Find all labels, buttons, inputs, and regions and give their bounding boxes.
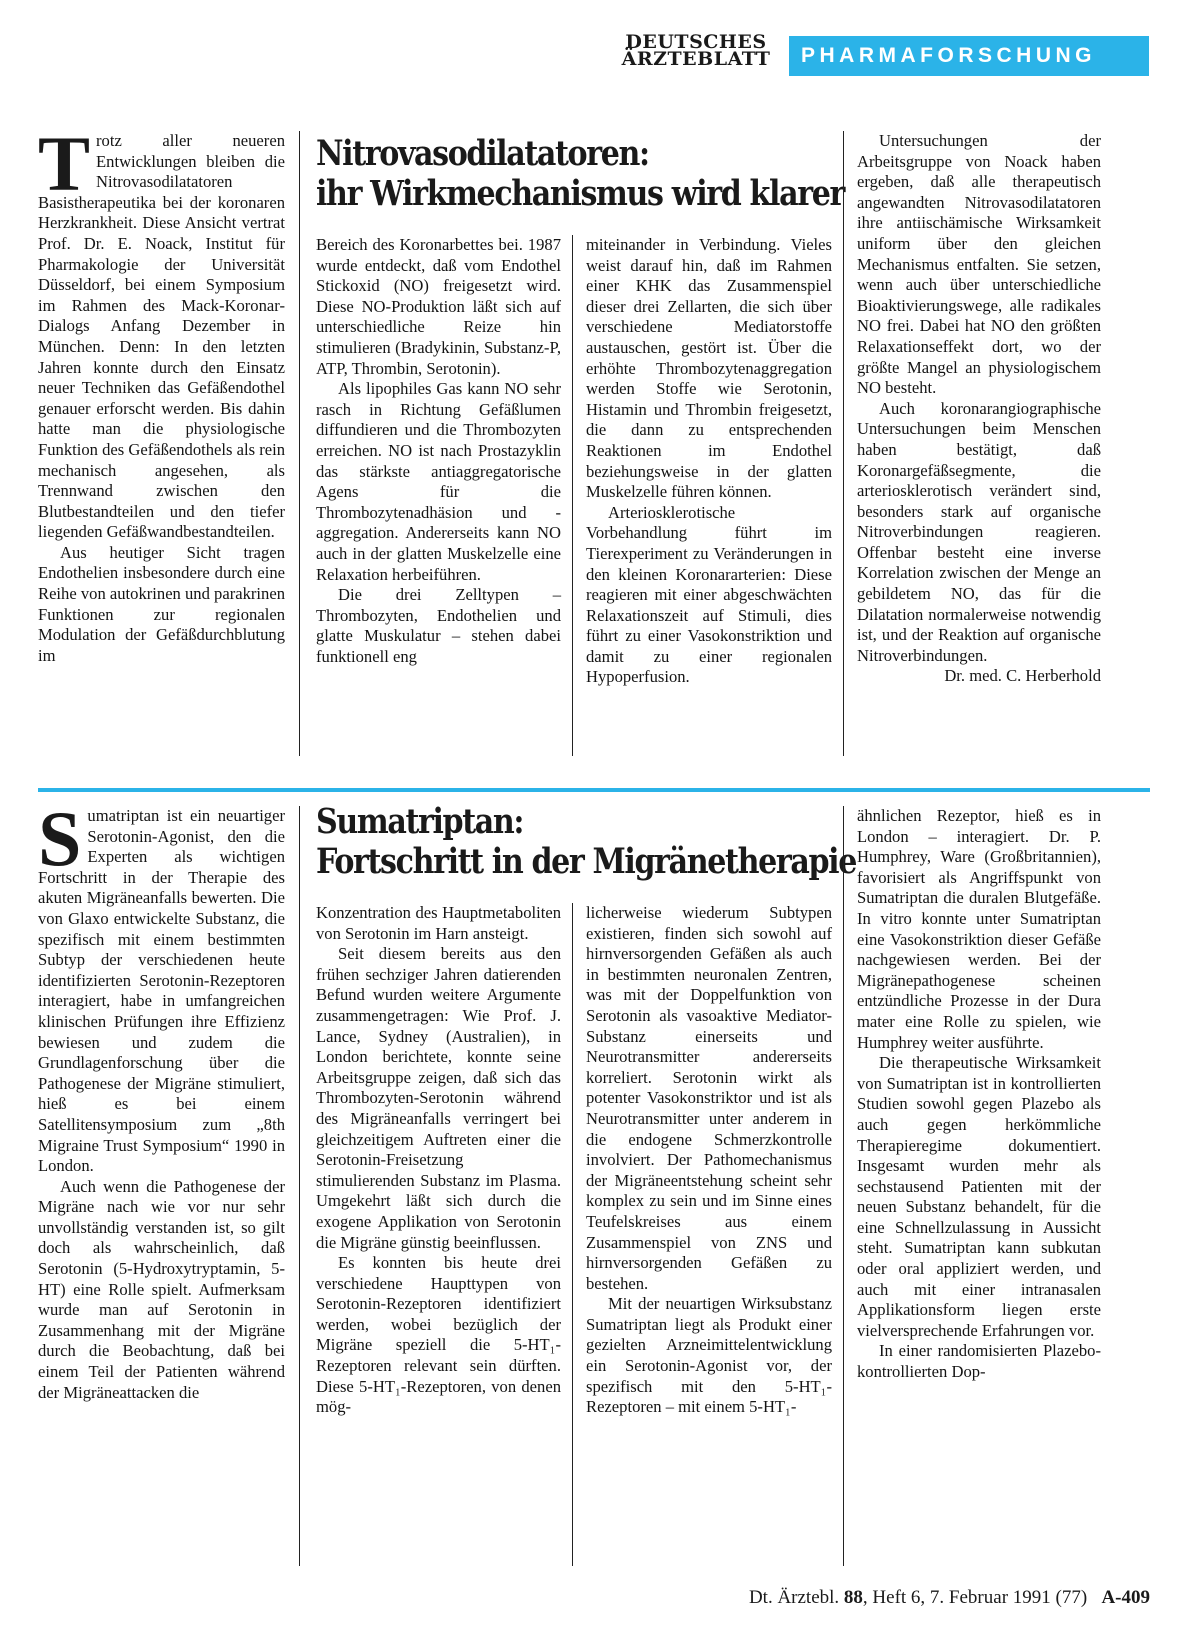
journal-logo (611, 31, 781, 70)
article2-paragraph: ähnlichen Rezeptor, hieß es in London – interagiert. Dr. P. Humphrey, Ware (Großbritannien), favorisiert als Angriffspunkt von Sumatriptan die duralen Blutgefäße. In vitro konnte unter Sumatriptan eine Vasokonstriktion dieser Gefäße nachgewiesen werden. Bei der Migränepathogenese scheinen entzündliche Prozesse in der Dura mater eine Rolle zu spielen, wie Humphrey weiter ausführte. (857, 806, 1101, 1052)
article2-paragraph: licherweise wiederum Subtypen existieren, finden sich sowohl auf hirnversorgenden Gefäßen als auch in bestimmten neuronalen Zentren, was mit der Doppelfunktion von Serotonin als vasoaktive Mediator-Substanz einerseits und Neurotransmitter andererseits korreliert. Serotonin wirkt als potenter Vasokonstriktor und ist als Neurotransmitter unter anderem in die endogene Schmerzkontrolle involviert. Der Pathomechanismus der Migräneentstehung scheint sehr komplex zu sein und im Sinne eines Teufelskreises aus einem Zusammenspiel von ZNS und hirnversorgenden Gefäßen zu bestehen. (586, 903, 832, 1293)
article2-paragraph: Auch wenn die Pathogenese der Migräne nach wie vor nur sehr unvollständig verstanden ist, so gilt doch als wahrscheinlich, daß Serotonin (5-Hydroxytryptamin, 5-HT) eine Rolle spielt. Aufmerksam wurde man auf Serotonin in Zusammenhang mit der Migräne durch die Beobachtung, daß bei einem Teil der Patienten während der Migräneattacken die (38, 1176, 285, 1402)
article2-title (316, 802, 944, 882)
article1-title-line-2: ihr Wirkmechanismus wird klarer (316, 173, 844, 214)
article1-paragraph: Als lipophiles Gas kann NO sehr rasch in Richtung Gefäßlumen diffundieren und die Thrombozyten erreichen. NO ist nach Prostazyklin das stärkste antiaggregatorische Agens für die Thrombozytenadhäsion und -aggregation. Andererseits kann NO auch in der glatten Muskelzelle eine Relaxation herbeiführen. (316, 379, 561, 584)
article1-paragraph: miteinander in Verbindung. Vieles weist darauf hin, daß im Rahmen einer KHK das Zusammenspiel dieser drei Zellarten, die sich über verschiedene Mediatorstoffe austauschen, gestört ist. Über die erhöhte Thrombozytenaggregation werden Stoffe wie Serotonin, Histamin und Thrombin freigesetzt, die dann zu entsprechenden Reaktionen im Endothel beziehungsweise in der glatten Muskelzelle führen können. (586, 235, 832, 502)
article2-title-line-2: Fortschritt in der Migränetherapie (316, 841, 856, 882)
article1-author: Dr. med. C. Herberhold (944, 666, 1101, 686)
article1-title-line-1: Nitrovasodilatatoren: (316, 133, 649, 174)
article1-paragraph: Untersuchungen der Arbeitsgruppe von Noack haben ergeben, daß alle therapeutisch angewandten Nitrovasodilatatoren ihre antiischämische Wirksamkeit uniform über den gleichen Mechanismus entfalten. Sie setzen, wenn auch über unterschiedliche Bioaktivierungswege, alle radikales NO frei. Dabei hat NO den größten Relaxationseffekt dort, wo der größte Mangel an physiologischem NO besteht. (857, 131, 1101, 398)
article2-column-3 (586, 903, 832, 1418)
page-footer (650, 1587, 1150, 1609)
article1-title (316, 134, 930, 214)
article1-dropcap: T (38, 120, 91, 207)
logo-line-2: ÄRZTEBLATT (621, 48, 771, 70)
article2-paragraph: umatriptan ist ein neuartiger Serotonin-Agonist, den die Experten als wichtigen Fortschritt in der Therapie des akuten Migräneanfalls bewerten. Die von Glaxo entwickelte Substanz, die spezifisch mit einem bestimmten Subtyp der verschiedenen heute identifizierten Serotonin-Rezeptoren interagiert, habe in umfangreichen klinischen Prüfungen ihre Effizienz bewiesen und zudem die Grundlagenforschung über die Pathogenese der Migräne stimuliert, hieß es bei einem Satellitensymposium zum „8th Migraine Trust Symposium“ 1990 in London. (38, 806, 285, 1176)
column-divider (299, 806, 300, 1566)
article2-dropcap: S (38, 795, 82, 882)
article1-column-1 (38, 120, 286, 666)
article1-paragraph: Arteriosklerotische Vorbehandlung führt im Tierexperiment zu Veränderungen in den kleinen Koronararterien: Diese reagieren mit einer abgeschwächten Relaxationszeit auf Stimuli, dies führt zu einer Vasokonstriktion und damit zu einer regionalen Hypoperfusion. (586, 502, 832, 687)
article1-paragraph: Aus heutiger Sicht tragen Endothelien insbesondere durch eine Reihe von autokrinen und parakrinen Funktionen zur regionalen Modulation der Gefäßdurchblutung im (38, 542, 285, 665)
article2-paragraph: Es konnten bis heute drei verschiedene Haupttypen von Serotonin-Rezeptoren identifiziert werden, wobei bezüglich der Migräne speziell die 5-HT₁-Rezeptoren relevant sein dürften. Diese 5-HT₁-Rezeptoren, von denen mög- (316, 1253, 561, 1417)
section-banner: PHARMAFORSCHUNG (789, 36, 1149, 76)
article-separator (38, 788, 1150, 792)
footer-volume: 88 (843, 1587, 863, 1608)
article2-column-1 (38, 795, 285, 1403)
footer-page-number: A-409 (1101, 1587, 1150, 1608)
footer-issue-date: , Heft 6, 7. Februar 1991 (77) (862, 1587, 1088, 1608)
article1-paragraph: Bereich des Koronarbettes bei. 1987 wurde entdeckt, daß vom Endothel Stickoxid (NO) freigesetzt wird. Diese NO-Produktion läßt sich auf unterschiedliche Reize hin stimulieren (Bradykinin, Substanz-P, ATP, Thrombin, Serotonin). (316, 235, 561, 378)
article2-paragraph: Die therapeutische Wirksamkeit von Sumatriptan ist in kontrollierten Studien sowohl gegen Plazebo als auch gegen herkömmliche Therapieregime dokumentiert. Insgesamt wurden mehr als sechstausend Patienten mit der neuen Substanz behandelt, für die eine Schnellzulassung in Aussicht steht. Sumatriptan kann subkutan oder oral appliziert werden, und auch mit einer intranasalen Applikationsform liegen erste vielversprechende Erfahrungen vor. (857, 1053, 1101, 1340)
column-divider (572, 903, 573, 1566)
article2-paragraph: In einer randomisierten Plazebo-kontrollierten Dop- (857, 1341, 1101, 1382)
column-divider (843, 131, 844, 756)
article1-paragraph: Die drei Zelltypen – Thrombozyten, Endothelien und glatte Muskulatur – stehen dabei funktionell eng (316, 585, 561, 666)
logo-line-1: DEUTSCHES (625, 31, 767, 53)
column-divider (572, 235, 573, 756)
article1-column-2 (316, 235, 561, 667)
article2-paragraph: Seit diesem bereits aus den frühen sechziger Jahren datierenden Befund wurden weitere Argumente zusammengetragen: Wie Prof. J. Lance, Sydney (Australien), in London berichtete, konnte seine Arbeitsgruppe zeigen, daß sich das Thrombozyten-Serotonin während des Migräneanfalls verringert bei gleichzeitigem Auftreten einer die Serotonin-Freisetzung stimulierenden Substanz im Plasma. Umgekehrt läßt sich durch die exogene Applikation von Serotonin die Migräne günstig beeinflussen. (316, 944, 561, 1252)
article1-column-3 (586, 235, 832, 688)
article1-paragraph: Auch koronarangiographische Untersuchungen beim Menschen haben bestätigt, daß Koronargefäßsegmente, die arteriosklerotisch verändert sind, besonders stark auf organische Nitroverbindungen reagieren. Offenbar besteht eine inverse Korrelation zwischen der Menge an gebildetem NO, das für die Dilatation normalerweise notwendig ist, und der Reaktion auf organische Nitroverbindungen. (857, 398, 1101, 665)
footer-journal: Dt. Ärztebl. (748, 1587, 840, 1608)
article1-column-4 (857, 131, 1101, 687)
article2-column-2 (316, 903, 561, 1418)
article2-paragraph: Konzentration des Hauptmetaboliten von Serotonin im Harn ansteigt. (316, 903, 561, 943)
article2-column-4 (857, 806, 1101, 1383)
article1-paragraph: rotz aller neueren Entwicklungen bleiben die Nitrovasodilatatoren Basistherapeutika bei der koronaren Herzkrankheit. Diese Ansicht vertrat Prof. Dr. E. Noack, Institut für Pharmakologie der Universität Düsseldorf, bei einem Symposium im Rahmen des Mack-Koronar-Dialogs Anfang Dezember in München. Denn: In den letzten Jahren konnte durch den Einsatz neuer Techniken das Gefäßendothel genauer erforscht werden. Bis dahin hatte man die physiologische Funktion des Gefäßendothels als rein mechanisch angesehen, als Trennwand zwischen den Blutbestandteilen und den tiefer liegenden Gefäßwandbestandteilen. (38, 131, 286, 542)
column-divider (299, 131, 300, 756)
article2-title-line-1: Sumatriptan: (316, 801, 524, 842)
column-divider (843, 806, 844, 1566)
article2-paragraph: Mit der neuartigen Wirksubstanz Sumatriptan liegt als Produkt einer gezielten Arzneimittelentwicklung ein Serotonin-Agonist vor, der spezifisch mit den 5-HT₁-Rezeptoren – mit einem 5-HT₁- (586, 1294, 832, 1417)
